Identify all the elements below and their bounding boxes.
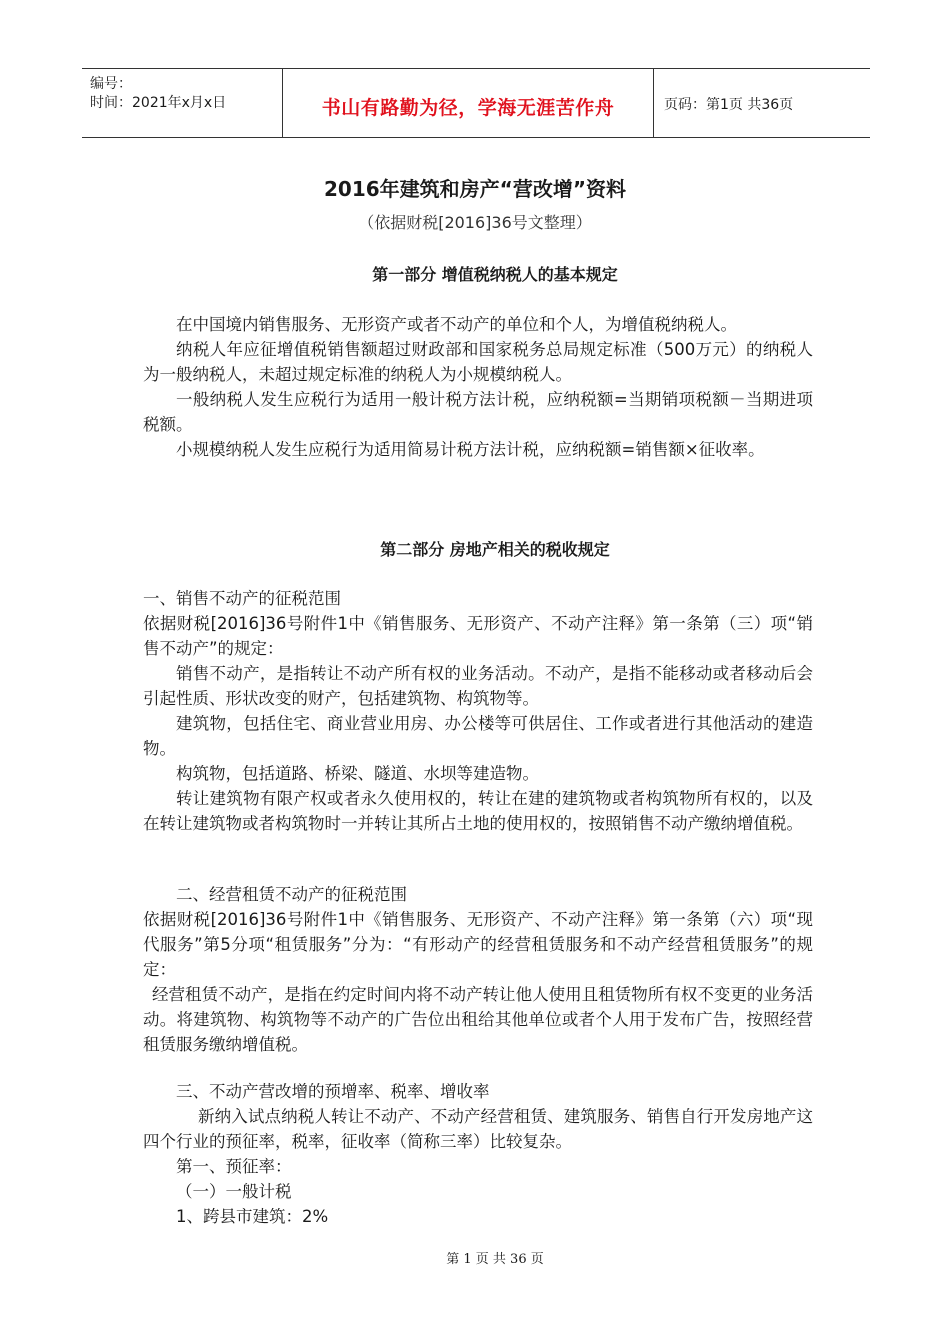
section3-item: 第一、预征率： — [176, 1157, 292, 1176]
header-info-cell — [82, 69, 283, 137]
section2-basis: 依据财税[2016]36号附件1中《销售服务、无形资产、不动产注释》第一条第（六）项“现代服务”第5分项“租赁服务”分为：“有形动产的经营租赁服务和不动产经营租赁服务”的规定： — [143, 910, 813, 979]
part2-section1 — [143, 586, 813, 836]
section3-title: 三、不动产营改增的预增率、税率、增收率 — [176, 1082, 490, 1101]
part1-paragraph: 小规模纳税人发生应税行为适用简易计税方法计税，应纳税额=销售额×征收率。 — [176, 440, 765, 459]
part2-heading: 第二部分 房地产相关的税收规定 — [380, 540, 610, 559]
page-info: 页码：第1页 共36页 — [664, 97, 794, 113]
section1-paragraph: 构筑物，包括道路、桥梁、隧道、水坝等建造物。 — [176, 764, 539, 783]
time-label: 时间：2021年x月x日 — [90, 95, 227, 111]
part1-paragraph: 纳税人年应征增值税销售额超过财政部和国家税务总局规定标准（500万元）的纳税人为一般纳税人，未超过规定标准的纳税人为小规模纳税人。 — [143, 340, 813, 384]
part1-paragraph: 在中国境内销售服务、无形资产或者不动产的单位和个人，为增值税纳税人。 — [176, 315, 737, 334]
section1-title: 一、销售不动产的征税范围 — [143, 589, 341, 608]
part1-heading: 第一部分 增值税纳税人的基本规定 — [372, 265, 618, 284]
section1-paragraph: 销售不动产，是指转让不动产所有权的业务活动。不动产，是指不能移动或者移动后会引起性质、形状改变的财产，包括建筑物、构筑物等。 — [143, 664, 813, 708]
document-title: 2016年建筑和房产“营改增”资料 — [324, 177, 626, 201]
header-page-cell — [654, 69, 870, 137]
motto-text: 书山有路勤为径，学海无涯苦作舟 — [321, 97, 615, 119]
document-subtitle: （依据财税[2016]36号文整理） — [358, 213, 592, 232]
part1-paragraph: 一般纳税人发生应税行为适用一般计税方法计税，应纳税额=当期销项税额－当期进项税额。 — [143, 390, 813, 434]
page-footer: 第 1 页 共 36 页 — [446, 1252, 544, 1267]
section3-item: （一）一般计税 — [176, 1182, 292, 1201]
part2-section2 — [143, 882, 813, 1057]
part2-section3 — [143, 1079, 813, 1229]
section1-basis: 依据财税[2016]36号附件1中《销售服务、无形资产、不动产注释》第一条第（三）项“销售不动产”的规定： — [143, 614, 813, 658]
part1-body — [143, 312, 813, 462]
header-motto-cell — [283, 69, 654, 137]
section3-intro: 新纳入试点纳税人转让不动产、不动产经营租赁、建筑服务、销售自行开发房地产这四个行业的预征率，税率，征收率（简称三率）比较复杂。 — [143, 1107, 813, 1151]
header-table — [82, 68, 870, 138]
section2-title: 二、经营租赁不动产的征税范围 — [176, 885, 407, 904]
section2-paragraph: 经营租赁不动产，是指在约定时间内将不动产转让他人使用且租赁物所有权不变更的业务活动。将建筑物、构筑物等不动产的广告位出租给其他单位或者个人用于发布广告，按照经营租赁服务缴纳增值税。 — [143, 985, 813, 1054]
section3-item: 1、跨县市建筑：2% — [176, 1207, 329, 1226]
code-label: 编号： — [90, 76, 132, 92]
section1-paragraph: 建筑物，包括住宅、商业营业用房、办公楼等可供居住、工作或者进行其他活动的建造物。 — [143, 714, 813, 758]
section1-paragraph: 转让建筑物有限产权或者永久使用权的，转让在建的建筑物或者构筑物所有权的，以及在转让建筑物或者构筑物时一并转让其所占土地的使用权的，按照销售不动产缴纳增值税。 — [143, 789, 813, 833]
